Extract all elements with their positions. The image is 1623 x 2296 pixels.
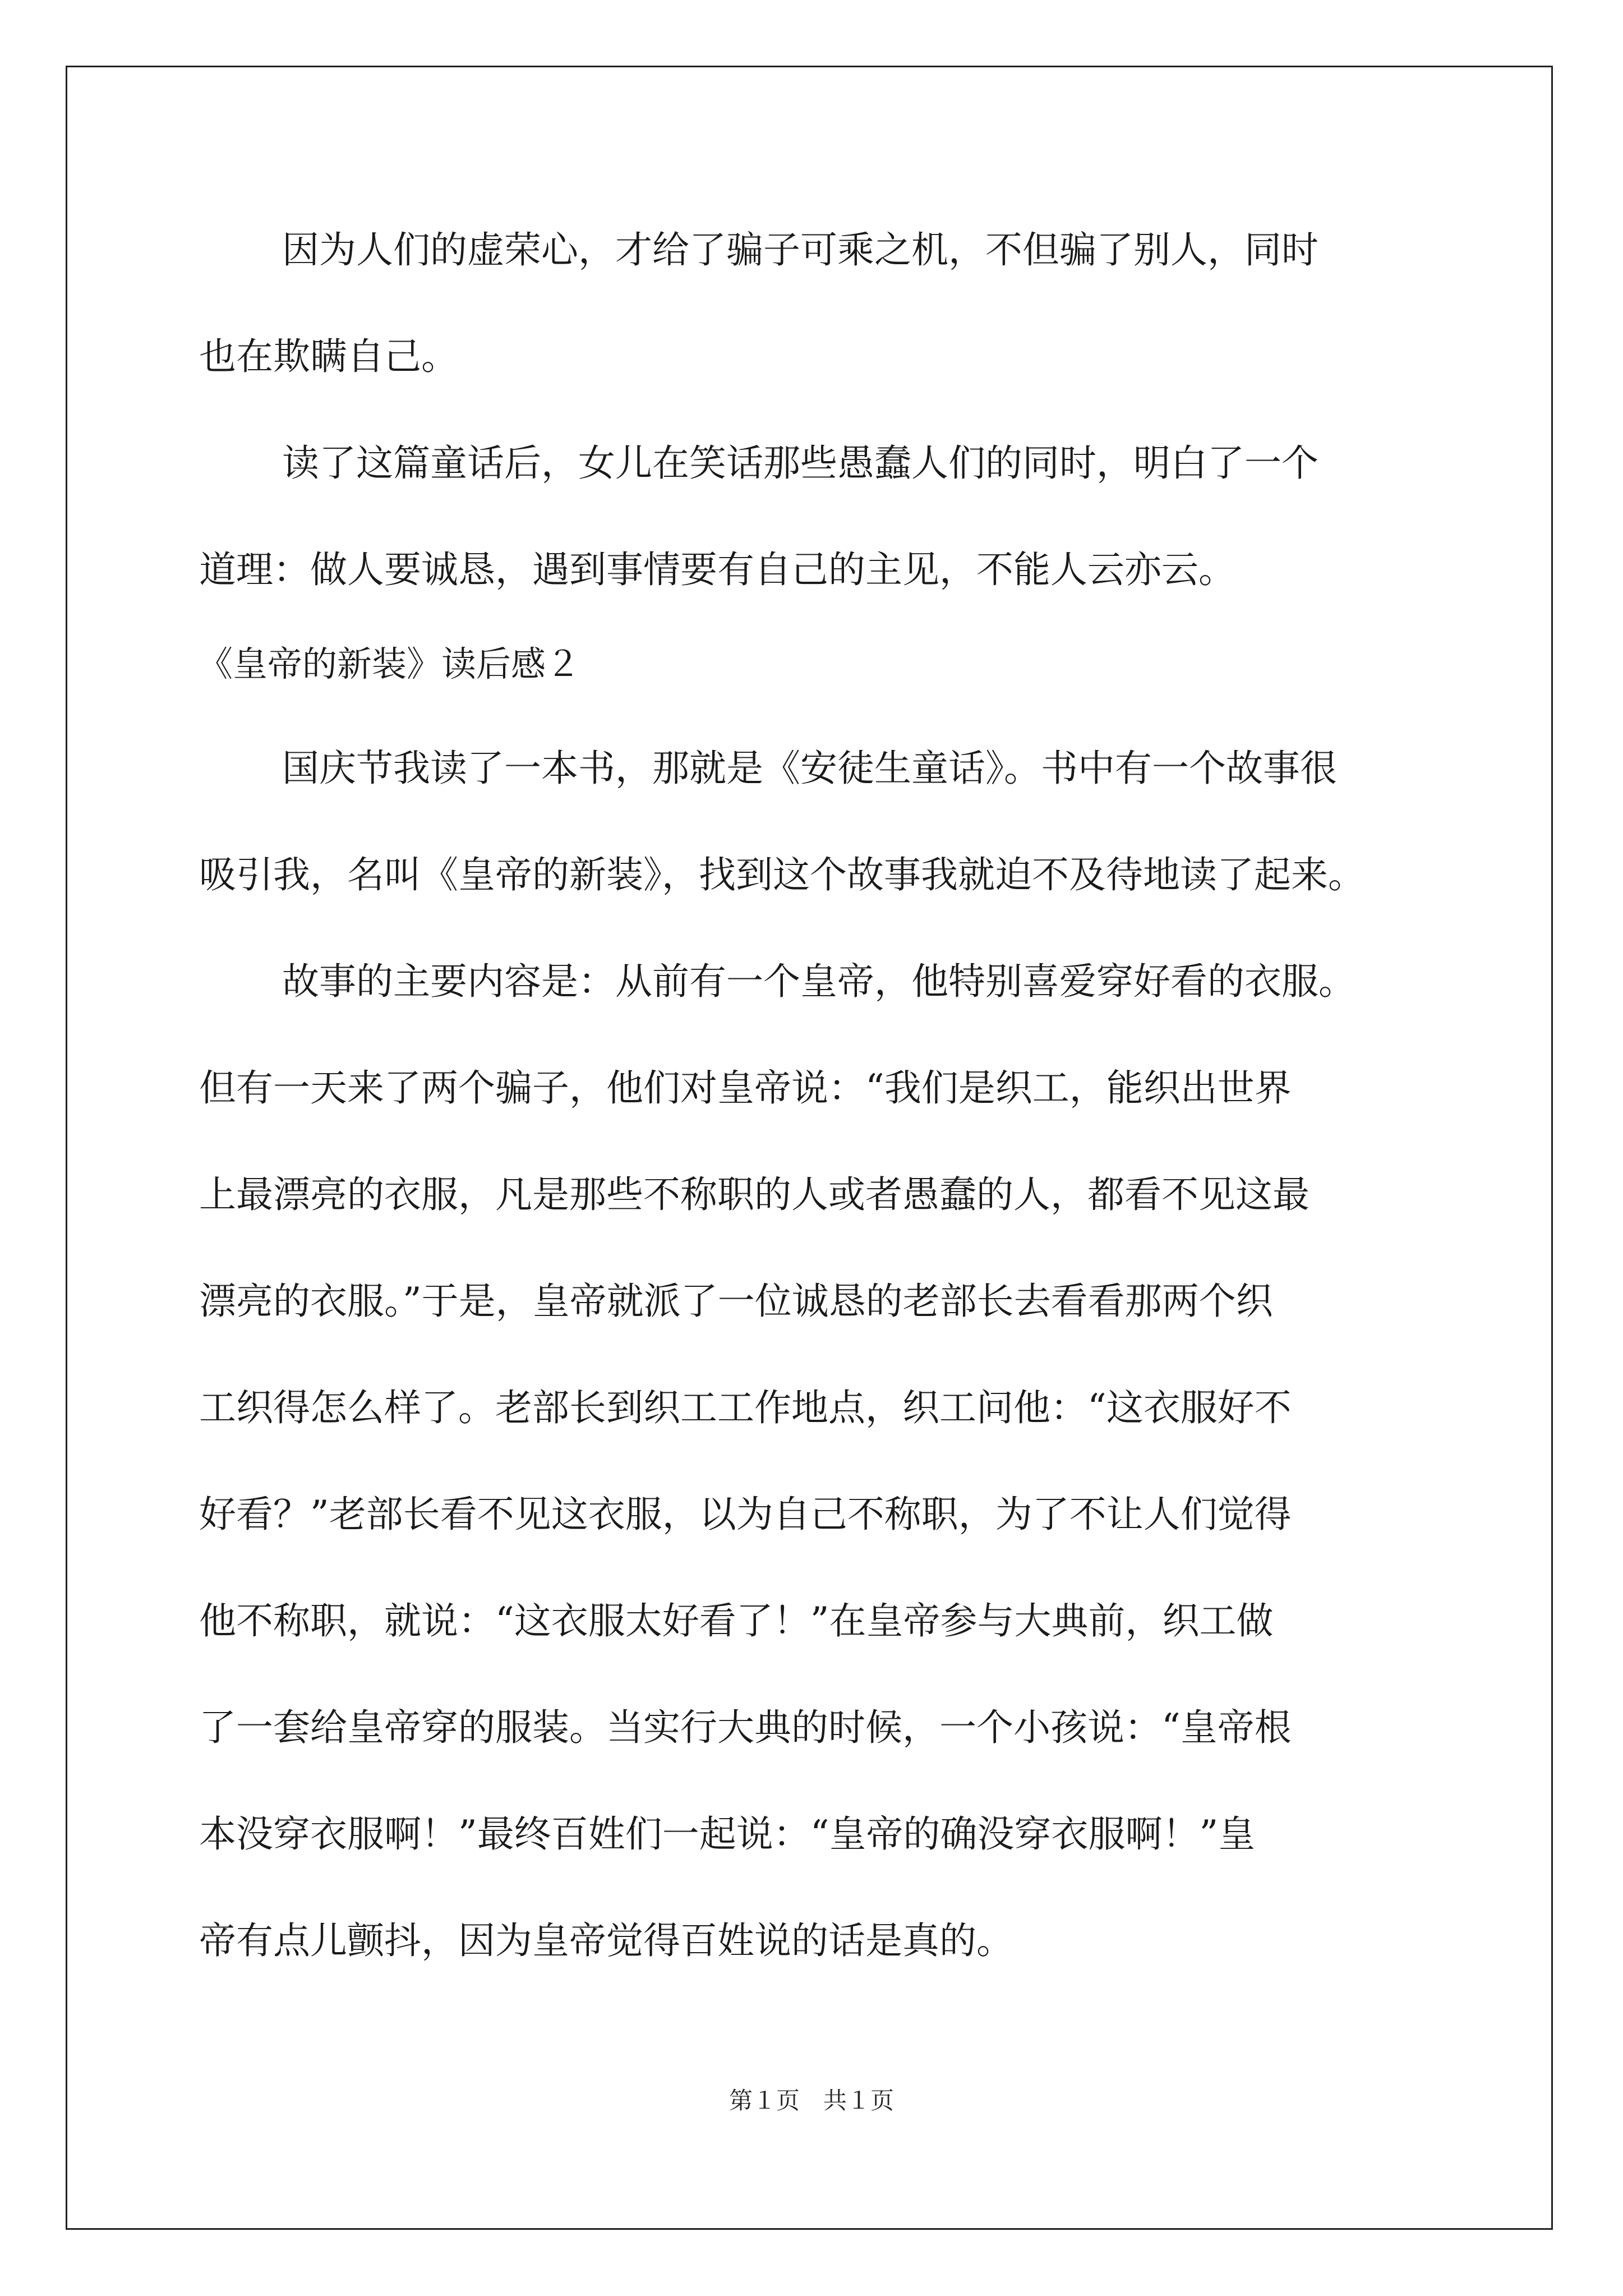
- paragraph-4-line-4: 漂亮的衣服。”于是，皇帝就派了一位诚恳的老部长去看看那两个织: [199, 1280, 1273, 1323]
- paragraph-3-line-1: 国庆节我读了一本书，那就是《安徒生童话》。书中有一个故事很: [282, 747, 1337, 790]
- paragraph-1-line-1: 因为人们的虚荣心，才给了骗子可乘之机，不但骗了别人，同时: [282, 228, 1318, 272]
- paragraph-2-line-2: 道理：做人要诚恳，遇到事情要有自己的主见，不能人云亦云。: [199, 548, 1235, 591]
- paragraph-4-line-6: 好看？”老部长看不见这衣服，以为自己不称职，为了不让人们觉得: [199, 1493, 1292, 1536]
- paragraph-4-line-9: 本没穿衣服啊！”最终百姓们一起说：“皇帝的确没穿衣服啊！”皇: [199, 1812, 1256, 1856]
- paragraph-3-line-2: 吸引我，名叫《皇帝的新装》，找到这个故事我就迫不及待地读了起来。: [199, 853, 1365, 896]
- paragraph-1-line-2: 也在欺瞒自己。: [199, 335, 458, 378]
- paragraph-4-line-8: 了一套给皇帝穿的服装。当实行大典的时候，一个小孩说：“皇帝根: [199, 1706, 1292, 1749]
- paragraph-4-line-3: 上最漂亮的衣服，凡是那些不称职的人或者愚蠢的人，都看不见这最: [199, 1173, 1310, 1216]
- page-footer: 第１页 共１页: [728, 2087, 894, 2114]
- section-heading: 《皇帝的新装》读后感２: [198, 643, 581, 684]
- paragraph-4-line-5: 工织得怎么样了。老部长到织工工作地点，织工问他：“这衣服好不: [199, 1386, 1292, 1429]
- paragraph-4-line-2: 但有一天来了两个骗子，他们对皇帝说：“我们是织工，能织出世界: [199, 1066, 1292, 1110]
- paragraph-4-line-1: 故事的主要内容是：从前有一个皇帝，他特别喜爱穿好看的衣服。: [282, 960, 1355, 1003]
- paragraph-4-line-10: 帝有点儿颤抖，因为皇帝觉得百姓说的话是真的。: [199, 1919, 1013, 1962]
- page-border: [66, 66, 1553, 2230]
- paragraph-4-line-7: 他不称职，就说：“这衣服太好看了！”在皇帝参与大典前，织工做: [199, 1599, 1274, 1642]
- paragraph-2-line-1: 读了这篇童话后，女儿在笑话那些愚蠢人们的同时，明白了一个: [282, 441, 1318, 485]
